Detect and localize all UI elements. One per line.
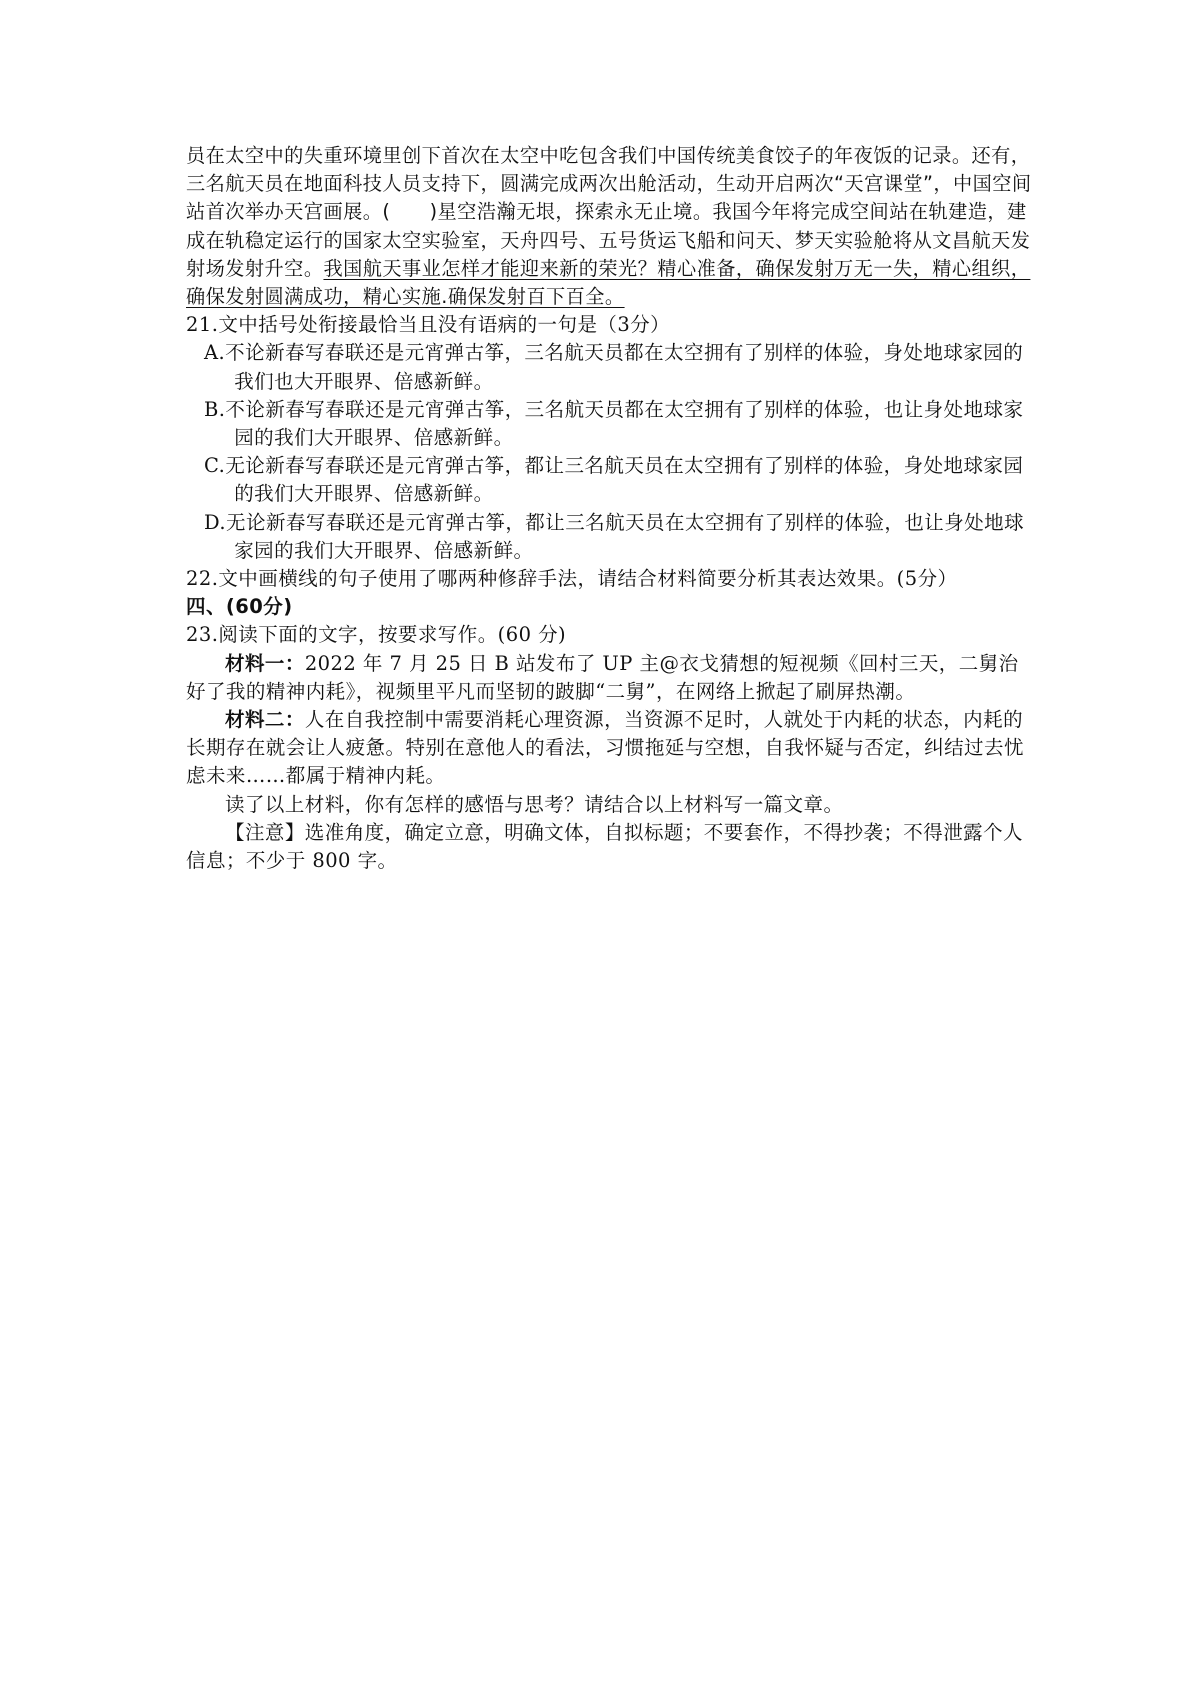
writing-note: 【注意】选准角度，确定立意，明确文体，自拟标题；不要套作，不得抄袭；不得泄露个人信息；不少于 800 字。 bbox=[186, 820, 1024, 873]
writing-prompt: 读了以上材料，你有怎样的感悟与思考？请结合以上材料写一篇文章。 bbox=[225, 792, 844, 816]
material-1-text: 2022 年 7 月 25 日 B 站发布了 UP 主@衣戈猜想的短视频《回村三天，二舅治好了我的精神内耗》，视频里平凡而坚韧的跛脚“二舅”，在网络上掀起了刷屏热潮。 bbox=[186, 651, 1019, 703]
material-2-label: 材料二： bbox=[225, 708, 305, 732]
question-21-option-b: B.不论新春写春联还是元宵弹古筝，三名航天员都在太空拥有了别样的体验，也让身处地球家园的我们大开眼界、倍感新鲜。 bbox=[204, 397, 1024, 450]
question-21-stem: 21.文中括号处衔接最恰当且没有语病的一句是（3分） bbox=[186, 313, 671, 337]
question-22-stem: 22.文中画横线的句子使用了哪两种修辞手法，请结合材料简要分析其表达效果。(5分） bbox=[186, 567, 958, 591]
section-4-title: 四、(60分) bbox=[186, 595, 293, 619]
question-23-stem: 23.阅读下面的文字，按要求写作。(60 分) bbox=[186, 623, 567, 647]
material-1 bbox=[186, 650, 1034, 706]
material-2 bbox=[186, 706, 1034, 791]
passage-text-before-blank: 员在太空中的失重环境里创下首次在太空中吃包含我们中国传统美食饺子的年夜饭的记录。还有，三名航天员在地面科技人员支持下，圆满完成两次出舱活动，生动开启两次“天宫课堂”，中国空间站首次举办天宫画展。 bbox=[186, 144, 1032, 224]
material-1-label: 材料一： bbox=[225, 651, 305, 675]
answer-blank: ( ) bbox=[382, 200, 438, 224]
question-21-option-d: D.无论新春写春联还是元宵弹古筝，都让三名航天员在太空拥有了别样的体验，也让身处地球家园的我们大开眼界、倍感新鲜。 bbox=[204, 510, 1025, 562]
question-21-option-c: C.无论新春写春联还是元宵弹古筝，都让三名航天员在太空拥有了别样的体验，身处地球家园的我们大开眼界、倍感新鲜。 bbox=[204, 454, 1024, 506]
material-2-text: 人在自我控制中需要消耗心理资源，当资源不足时，人就处于内耗的状态，内耗的长期存在就会让人疲惫。特别在意他人的看法，习惯拖延与空想，自我怀疑与否定，纠结过去忧虑未来……都属于精神内耗。 bbox=[186, 708, 1024, 788]
exam-page bbox=[186, 142, 1034, 875]
underlined-sentence: 我国航天事业怎样才能迎来新的荣光？精心准备，确保发射万无一失，精心组织，确保发射圆满成功，精心实施.确保发射百下百全。 bbox=[186, 256, 1031, 309]
question-21-option-a: A.不论新春写春联还是元宵弹古筝，三名航天员都在太空拥有了别样的体验，身处地球家园的我们也大开眼界、倍感新鲜。 bbox=[204, 341, 1024, 393]
passage-paragraph bbox=[186, 142, 1034, 311]
passage-text-after-blank: 星空浩瀚无垠，探索永无止境。我国今年将完成空间站在轨建造，建成在轨稳定运行的国家太空实验室，天舟四号、五号货运飞船和问天、梦天实验舱将从文昌航天发射场发射升空。 bbox=[186, 200, 1031, 280]
